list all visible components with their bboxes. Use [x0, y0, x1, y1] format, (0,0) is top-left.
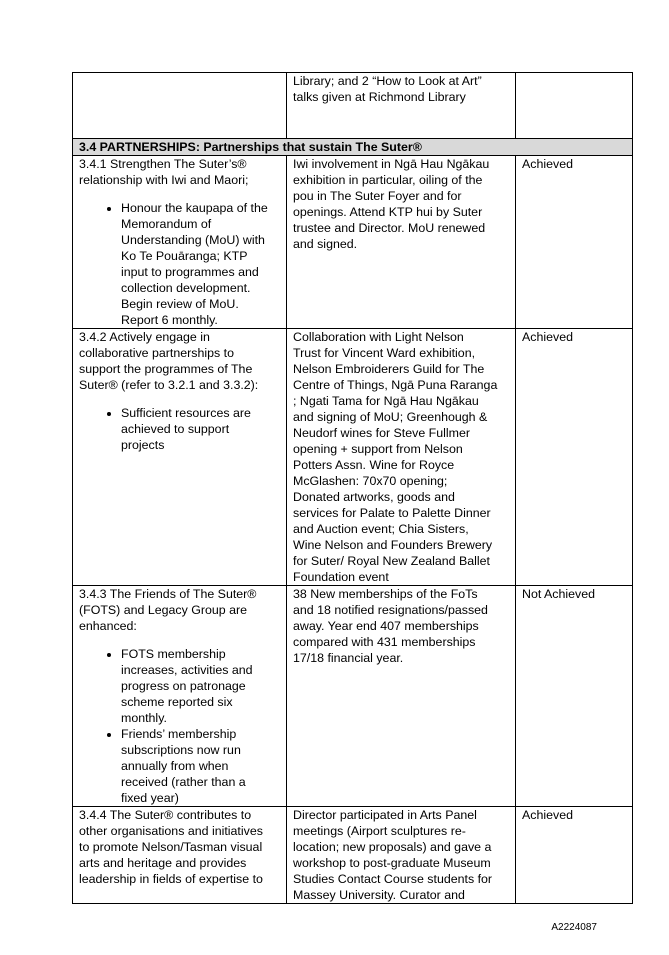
result-text: 38 New memberships of the FoTs and 18 notified resignations/passed away. Year end 407 memberships compared with 431 memberships 17/18 financial year.: [293, 587, 488, 665]
section-header-row: [73, 139, 633, 156]
measure-bullet-list: [79, 646, 280, 806]
measure-bullet: • Friends’ membership subscriptions now run annually from when received (rather than a fixed year): [121, 726, 280, 806]
status-text: Achieved: [522, 330, 573, 344]
measure-text: 3.4.4 The Suter® contributes to other organisations and initiatives to promote Nelson/Tasman visual arts and heritage and provides leadership in fields of expertise to: [79, 808, 263, 886]
status-cell: [516, 73, 633, 139]
status-cell: [516, 807, 633, 904]
table-row-3-4-1: [73, 156, 633, 329]
table-row-3-4-4: [73, 807, 633, 904]
measure-cell: [73, 156, 287, 329]
result-text: Library; and 2 “How to Look at Art” talks given at Richmond Library: [293, 74, 482, 104]
result-cell: [287, 586, 516, 807]
measure-bullet: • Sufficient resources are achieved to support projects: [121, 405, 280, 453]
status-cell: [516, 586, 633, 807]
status-text: Achieved: [522, 157, 573, 171]
document-id: A2224087: [551, 922, 597, 933]
result-text: Collaboration with Light Nelson Trust for Vincent Ward exhibition, Nelson Embroiderers Guild for The Centre of Things, Ngā Puna Raranga ; Ngati Tama for Ngā Hau Ngākau and signing of MoU; Greenhough & Neudorf wines for Steve Fullmer opening + support from Nelson Potters Assn. Wine for Royce McGlashen: 70x70 opening; Donated artworks, goods and services for Palate to Palette Dinner and Auction event; Chia Sisters, Wine Nelson and Founders Brewery for Suter/ Royal New Zealand Ballet Foundation event: [293, 330, 498, 584]
measure-bullet-list: [79, 405, 280, 453]
result-text: Iwi involvement in Ngā Hau Ngākau exhibition in particular, oiling of the pou in The Suter Foyer and for openings. Attend KTP hui by Suter trustee and Director. MoU renewed and signed.: [293, 157, 490, 251]
measure-cell: [73, 586, 287, 807]
section-heading: 3.4 PARTNERSHIPS: Partnerships that sustain The Suter®: [73, 139, 633, 156]
measure-cell: [73, 73, 287, 139]
measure-text: 3.4.3 The Friends of The Suter® (FOTS) and Legacy Group are enhanced:: [79, 587, 257, 633]
status-text: Achieved: [522, 808, 573, 822]
measure-bullet: • Honour the kaupapa of the Memorandum of Understanding (MoU) with Ko Te Pouāranga; KTP input to programmes and collection development. Begin review of MoU. Report 6 monthly.: [121, 200, 280, 328]
table-row-3-4-2: [73, 329, 633, 586]
table-body: [73, 73, 633, 904]
status-cell: [516, 329, 633, 586]
result-cell: [287, 329, 516, 586]
result-text: Director participated in Arts Panel meetings (Airport sculptures re- location; new proposals) and gave a workshop to post-graduate Museum Studies Contact Course students for Massey University. Curator and: [293, 808, 493, 902]
measure-bullet: • FOTS membership increases, activities and progress on patronage scheme reported six monthly.: [121, 646, 280, 726]
measure-text: 3.4.1 Strengthen The Suter’s® relationship with Iwi and Maori;: [79, 157, 249, 187]
status-cell: [516, 156, 633, 329]
status-text: Not Achieved: [522, 587, 596, 601]
table-row-continuation: [73, 73, 633, 139]
table-row-3-4-3: [73, 586, 633, 807]
performance-report-table: [72, 72, 633, 904]
measure-text: 3.4.2 Actively engage in collaborative partnerships to support the programmes of The Suter® (refer to 3.2.1 and 3.3.2):: [79, 330, 259, 392]
measure-cell: [73, 807, 287, 904]
measure-cell: [73, 329, 287, 586]
result-cell: [287, 156, 516, 329]
result-cell: [287, 807, 516, 904]
measure-bullet-list: [79, 200, 280, 328]
result-cell: [287, 73, 516, 139]
